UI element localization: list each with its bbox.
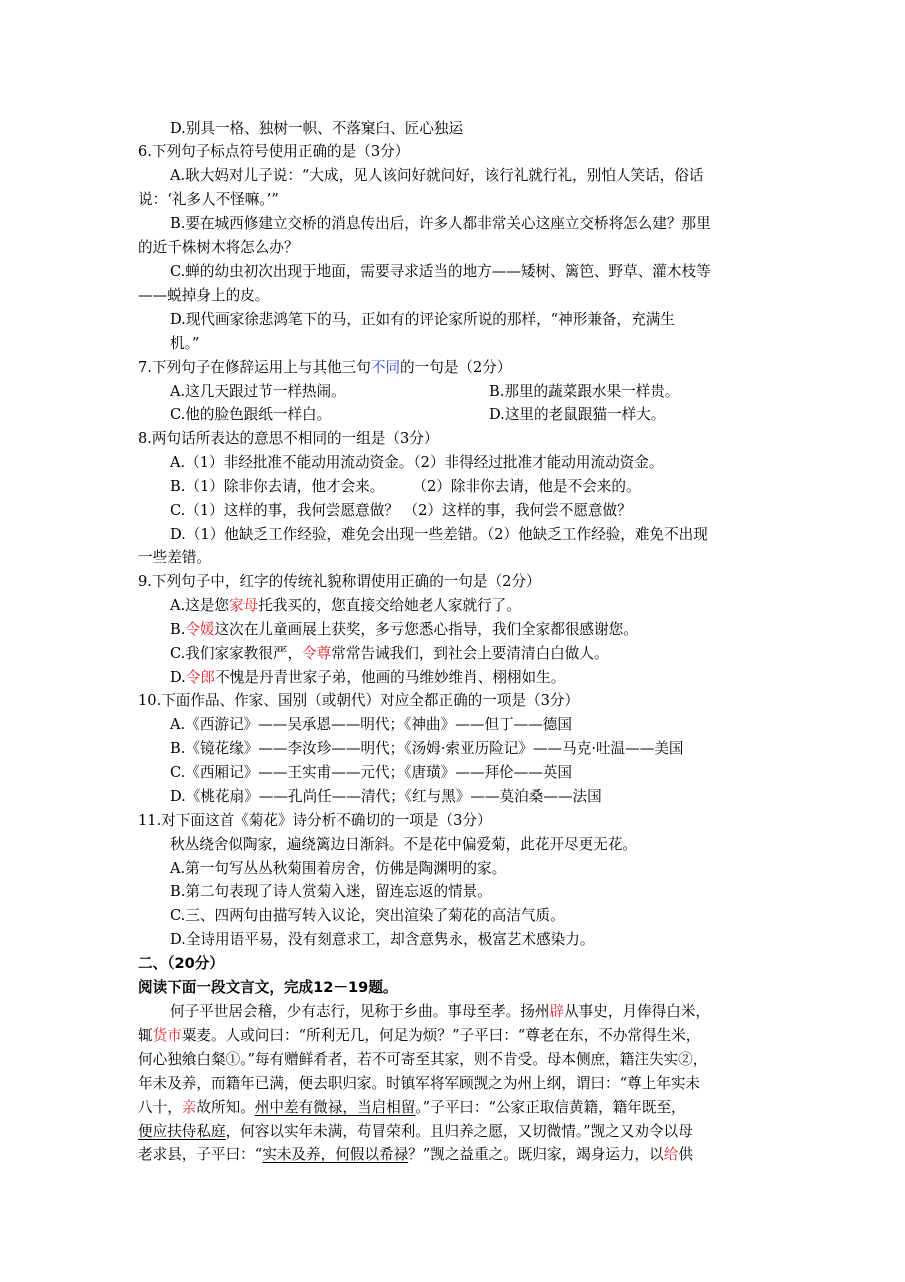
q6-option-c-line2: ——蜕掉身上的皮。 <box>138 287 270 304</box>
q9-option-c <box>170 643 609 665</box>
q7-option-c: C.他的脸色跟纸一样白。 <box>170 406 332 423</box>
passage-red-word: 亲 <box>181 1099 197 1116</box>
q11-option-d: D.全诗用语平易，没有刻意求工，却含意隽永，极富艺术感染力。 <box>170 931 595 948</box>
q9-b-text: B. <box>170 621 186 638</box>
passage-underlined: 州中差有微禄，当启相留 <box>254 1099 416 1116</box>
q9-a-text: A.这是您 <box>170 597 229 614</box>
q6-option-c-line1: C.蝉的幼虫初次出现于地面，需要寻求适当的地方——矮树、篱笆、野草、灌木枝等 <box>170 263 711 280</box>
q7-option-b: B.那里的蔬菜跟水果一样贵。 <box>489 383 680 400</box>
q7-text-end: 的一句是（2分） <box>400 359 512 376</box>
passage-red-word: 货市 <box>152 1027 182 1044</box>
q8-option-a: A.（1）非经批准不能动用流动资金。（2）非得经过批准才能动用流动资金。 <box>170 454 664 471</box>
q9-d-text: D. <box>170 669 186 686</box>
q7-option-d: D.这里的老鼠跟猫一样大。 <box>489 406 666 423</box>
q9-c-text-end: 常常告诫我们，到社会上要清清白白做人。 <box>331 645 609 662</box>
passage-line-5 <box>138 1097 686 1119</box>
q8-option-d-line2: 一些差错。 <box>138 549 211 566</box>
passage-text: 从事史，月俸得白米， <box>564 1003 711 1020</box>
q8-b-part1: B.（1）除非你去请，他才会来。 <box>170 478 385 495</box>
q8-option-d-line1: D.（1）他缺乏工作经验，难免会出现一些差错。（2）他缺乏工作经验，难免不出现 <box>170 526 708 543</box>
q9-a-text-end: 托我买的，您直接交给她老人家就行了。 <box>258 597 521 614</box>
q6-option-d-line1: D.现代画家徐悲鸿笔下的马，正如有的评论家所说的那样，“神形兼备，充满生 <box>170 311 675 328</box>
q9-a-red-term: 家母 <box>228 597 259 614</box>
section-2-instruction: 阅读下面一段文言文，完成12－19题。 <box>138 979 398 996</box>
passage-line-2 <box>138 1025 700 1047</box>
passage-red-word: 给 <box>663 1146 679 1163</box>
q9-c-text: C.我们家家教很严， <box>170 645 303 662</box>
q9-c-red-term: 令尊 <box>302 645 332 662</box>
question-7 <box>138 357 512 379</box>
q11-option-a: A.第一句写丛丛秋菊围着房舍，仿佛是陶渊明的家。 <box>170 860 507 877</box>
q8-option-b <box>170 476 641 498</box>
q10-option-b: B.《镜花缘》——李汝珍——明代；《汤姆·索亚历险记》——马克·吐温——美国 <box>170 740 684 757</box>
q6-option-d-line2: 机。” <box>170 335 200 352</box>
passage-text: 八十， <box>138 1099 182 1116</box>
q7-option-a: A.这几天跟过节一样热闹。 <box>170 383 346 400</box>
q9-option-d <box>170 667 565 689</box>
q6-option-a-line1: A.耿大妈对儿子说：“大成，见人该问好就问好，该行礼就行礼，别怕人笑话，俗话 <box>170 167 704 184</box>
passage-text: ？”觊之益重之。既归家，竭身运力，以 <box>408 1146 664 1163</box>
passage-line-6 <box>138 1121 693 1143</box>
q9-option-b <box>170 619 638 641</box>
q11-poem: 秋丛绕舍似陶家，遍绕篱边日渐斜。不是花中偏爱菊，此花开尽更无花。 <box>170 836 638 853</box>
question-8: 8.两句话所表达的意思不相同的一组是（3分） <box>138 430 439 447</box>
passage-line-1 <box>170 1001 710 1023</box>
section-2-heading: 二、（20分） <box>138 955 224 972</box>
q10-option-c: C.《西厢记》——王实甫——元代；《唐璜》——拜伦——英国 <box>170 764 573 781</box>
passage-text: 辄 <box>138 1027 153 1044</box>
q11-option-b: B.第二句表现了诗人赏菊入迷，留连忘返的情景。 <box>170 883 492 900</box>
q9-b-red-term: 令媛 <box>185 621 215 638</box>
passage-text: 供 <box>678 1146 693 1163</box>
question-10: 10.下面作品、作家、国别（或朝代）对应全都正确的一项是（3分） <box>138 692 580 709</box>
q8-option-c: C.（1）这样的事，我何尝愿意做？ （2）这样的事，我何尝不愿意做？ <box>170 502 632 519</box>
q9-option-a <box>170 595 521 617</box>
q10-option-a: A.《西游记》——吴承恩——明代；《神曲》——但丁——德国 <box>170 716 572 733</box>
q9-d-red-term: 令郎 <box>185 669 216 686</box>
passage-text: 。”子平曰：“公家正取信黄籍，籍年既至， <box>415 1099 686 1116</box>
passage-text: 老求县，子平曰：“ <box>138 1146 263 1163</box>
passage-text: 何子平世居会稽，少有志行，见称于乡曲。事母至孝。扬州 <box>170 1003 550 1020</box>
q9-d-text-end: 不愧是丹青世家子弟，他画的马维妙维肖、栩栩如生。 <box>215 669 566 686</box>
q7-text: 7.下列句子在修辞运用上与其他三句 <box>138 359 371 376</box>
passage-text: 粟麦。人或问曰：“所利无几，何足为烦？”子平曰：“尊老在东，不办常得生米， <box>181 1027 701 1044</box>
passage-line-4: 年未及养，而籍年已满，便去职归家。时镇军将军顾觊之为州上纲，谓曰：“尊上年实未 <box>138 1075 701 1092</box>
passage-underlined: 便应扶侍私庭 <box>138 1123 226 1140</box>
q10-option-d: D.《桃花扇》——孔尚任——清代；《红与黑》——莫泊桑——法国 <box>170 788 602 805</box>
q11-option-c: C.三、四两句由描写转入议论，突出渲染了菊花的高洁气质。 <box>170 907 565 924</box>
passage-line-7 <box>138 1144 693 1166</box>
passage-underlined: 实未及养，何假以希禄 <box>262 1146 409 1163</box>
q6-option-b-line1: B.要在城西修建立交桥的消息传出后，许多人都非常关心这座立交桥将怎么建？那里 <box>170 215 711 232</box>
passage-text: 故所知。 <box>196 1099 255 1116</box>
q7-highlight: 不同 <box>370 359 401 376</box>
q9-b-text-end: 这次在儿童画展上获奖，多亏您悉心指导，我们全家都很感谢您。 <box>214 621 638 638</box>
question-11: 11.对下面这首《菊花》诗分析不确切的一项是（3分） <box>138 812 492 829</box>
question-6: 6.下列句子标点符号使用正确的是（3分） <box>138 143 410 160</box>
q6-option-a-line2: 说：‘礼多人不怪嘛。’” <box>138 191 279 208</box>
passage-text: ，何容以实年未满，苟冒荣利。且归养之愿，又切微情。”觊之又劝令以母 <box>225 1123 693 1140</box>
q5-option-d: D.别具一格、独树一帜、不落窠臼、匠心独运 <box>170 120 464 137</box>
q8-b-part2: （2）除非你去请，他是不会来的。 <box>412 478 641 495</box>
passage-red-word: 辟 <box>549 1003 565 1020</box>
question-9: 9.下列句子中，红字的传统礼貌称谓使用正确的一句是（2分） <box>138 573 541 590</box>
passage-line-3: 何心独飨白粲①。”每有赠鲜肴者，若不可寄至其家，则不肯受。母本侧庶，籍注失实②， <box>138 1051 708 1068</box>
q6-option-b-line2: 的近千株树木将怎么办？ <box>138 239 299 256</box>
